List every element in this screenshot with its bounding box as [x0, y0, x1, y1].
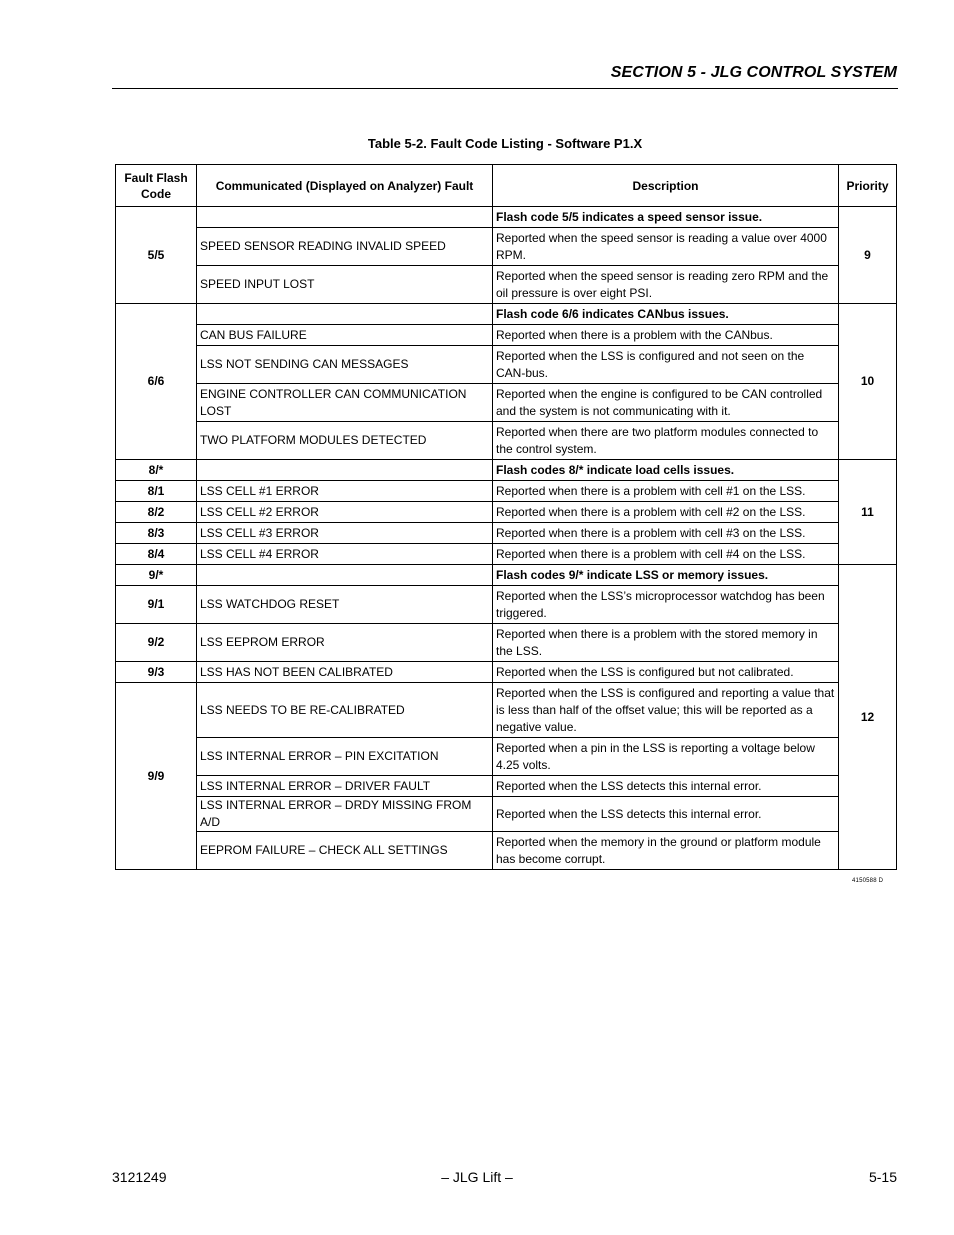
column-header-description: Description — [493, 165, 839, 207]
footer-brand: – JLG Lift – — [441, 1169, 513, 1185]
priority-cell: 10 — [839, 304, 897, 460]
table-row — [116, 384, 897, 422]
fault-code-cell: 8/2 — [116, 502, 197, 523]
description-cell: Reported when the LSS is configured but not calibrated. — [493, 662, 839, 683]
table-row — [116, 523, 897, 544]
fault-name-cell: LSS CELL #4 ERROR — [197, 544, 493, 565]
fault-name-cell: SPEED SENSOR READING INVALID SPEED — [197, 228, 493, 266]
table-row — [116, 565, 897, 586]
table-row — [116, 776, 897, 797]
fault-code-cell: 6/6 — [116, 304, 197, 460]
fault-code-cell: 9/3 — [116, 662, 197, 683]
table-row — [116, 586, 897, 624]
fault-name-cell: LSS EEPROM ERROR — [197, 624, 493, 662]
part-number: 4150588 D — [852, 878, 884, 884]
description-cell: Flash codes 8/* indicate load cells issues. — [493, 460, 839, 481]
fault-name-cell: LSS CELL #3 ERROR — [197, 523, 493, 544]
table-row — [116, 832, 897, 870]
description-cell: Reported when the speed sensor is reading a value over 4000 RPM. — [493, 228, 839, 266]
fault-name-cell — [197, 304, 493, 325]
table-row — [116, 738, 897, 776]
fault-code-cell: 8/4 — [116, 544, 197, 565]
fault-name-cell — [197, 207, 493, 228]
fault-name-cell: SPEED INPUT LOST — [197, 266, 493, 304]
fault-code-cell: 9/* — [116, 565, 197, 586]
priority-cell: 11 — [839, 460, 897, 565]
fault-code-cell: 8/3 — [116, 523, 197, 544]
fault-name-cell: LSS CELL #2 ERROR — [197, 502, 493, 523]
table-row — [116, 228, 897, 266]
fault-name-cell: CAN BUS FAILURE — [197, 325, 493, 346]
description-cell: Reported when there is a problem with cell #4 on the LSS. — [493, 544, 839, 565]
table-caption: Table 5-2. Fault Code Listing - Software P1.X — [367, 136, 643, 151]
priority-cell: 12 — [839, 565, 897, 870]
description-cell: Reported when there are two platform modules connected to the control system. — [493, 422, 839, 460]
description-cell: Reported when the LSS is configured and not seen on the CAN-bus. — [493, 346, 839, 384]
fault-name-cell: LSS HAS NOT BEEN CALIBRATED — [197, 662, 493, 683]
description-cell: Flash codes 9/* indicate LSS or memory issues. — [493, 565, 839, 586]
priority-cell: 9 — [839, 207, 897, 304]
table-row — [116, 683, 897, 738]
description-cell: Flash code 5/5 indicates a speed sensor issue. — [493, 207, 839, 228]
description-cell: Reported when the engine is configured to be CAN controlled and the system is not communicating with it. — [493, 384, 839, 422]
table-row — [116, 304, 897, 325]
table-row — [116, 662, 897, 683]
description-cell: Reported when a pin in the LSS is reporting a voltage below 4.25 volts. — [493, 738, 839, 776]
fault-name-cell: LSS INTERNAL ERROR – PIN EXCITATION — [197, 738, 493, 776]
fault-code-cell: 8/* — [116, 460, 197, 481]
description-cell: Flash code 6/6 indicates CANbus issues. — [493, 304, 839, 325]
table-row — [116, 502, 897, 523]
description-cell: Reported when there is a problem with cell #3 on the LSS. — [493, 523, 839, 544]
description-cell: Reported when the LSS is configured and reporting a value that is less than half of the offset value; this will be reported as a negative value. — [493, 683, 839, 738]
description-cell: Reported when there is a problem with the stored memory in the LSS. — [493, 624, 839, 662]
table-row — [116, 481, 897, 502]
table-row — [116, 325, 897, 346]
table-row — [116, 624, 897, 662]
fault-name-cell: TWO PLATFORM MODULES DETECTED — [197, 422, 493, 460]
description-cell: Reported when the LSS detects this internal error. — [493, 797, 839, 832]
table-row — [116, 797, 897, 832]
fault-code-cell: 8/1 — [116, 481, 197, 502]
fault-name-cell — [197, 460, 493, 481]
description-cell: Reported when there is a problem with cell #2 on the LSS. — [493, 502, 839, 523]
fault-name-cell: LSS CELL #1 ERROR — [197, 481, 493, 502]
fault-name-cell: EEPROM FAILURE – CHECK ALL SETTINGS — [197, 832, 493, 870]
table-row — [116, 266, 897, 304]
column-header-priority: Priority — [839, 165, 897, 207]
fault-name-cell: LSS NOT SENDING CAN MESSAGES — [197, 346, 493, 384]
fault-name-cell: LSS NEEDS TO BE RE-CALIBRATED — [197, 683, 493, 738]
fault-code-table — [115, 164, 897, 870]
fault-code-cell: 9/9 — [116, 683, 197, 870]
description-cell: Reported when there is a problem with the CANbus. — [493, 325, 839, 346]
table-row — [116, 207, 897, 228]
footer-page-number: 5-15 — [868, 1169, 897, 1185]
description-cell: Reported when the LSS’s microprocessor watchdog has been triggered. — [493, 586, 839, 624]
fault-name-cell: LSS INTERNAL ERROR – DRIVER FAULT — [197, 776, 493, 797]
column-header-code: Fault Flash Code — [116, 165, 197, 207]
fault-code-cell: 9/1 — [116, 586, 197, 624]
description-cell: Reported when the LSS detects this internal error. — [493, 776, 839, 797]
table-row — [116, 460, 897, 481]
table-row — [116, 422, 897, 460]
fault-name-cell: LSS WATCHDOG RESET — [197, 586, 493, 624]
description-cell: Reported when the speed sensor is reading zero RPM and the oil pressure is over eight PSI. — [493, 266, 839, 304]
fault-code-cell: 9/2 — [116, 624, 197, 662]
description-cell: Reported when the memory in the ground or platform module has become corrupt. — [493, 832, 839, 870]
table-row — [116, 346, 897, 384]
header-rule — [112, 88, 898, 89]
fault-name-cell: ENGINE CONTROLLER CAN COMMUNICATION LOST — [197, 384, 493, 422]
table-row — [116, 544, 897, 565]
description-cell: Reported when there is a problem with cell #1 on the LSS. — [493, 481, 839, 502]
fault-name-cell: LSS INTERNAL ERROR – DRDY MISSING FROM A/D — [197, 797, 493, 832]
section-title: SECTION 5 - JLG CONTROL SYSTEM — [610, 64, 897, 81]
footer-document-number: 3121249 — [112, 1169, 167, 1185]
fault-code-cell: 5/5 — [116, 207, 197, 304]
column-header-fault: Communicated (Displayed on Analyzer) Fault — [197, 165, 493, 207]
fault-name-cell — [197, 565, 493, 586]
